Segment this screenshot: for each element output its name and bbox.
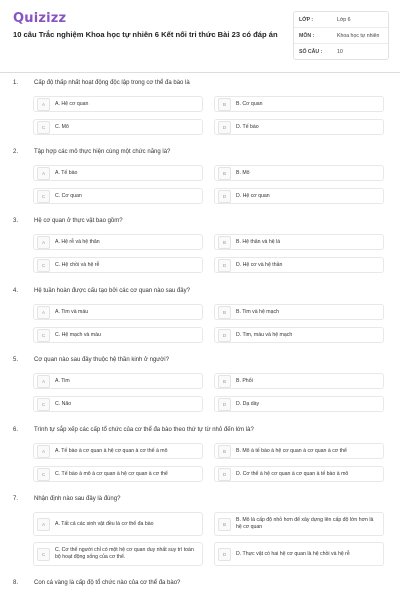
meta-key: LỚP : <box>299 16 314 23</box>
option-letter: C <box>37 548 50 561</box>
question-number: 2. <box>13 149 19 155</box>
option-letter: B <box>218 98 231 111</box>
option-letter: C <box>37 121 50 134</box>
option-letter: B <box>218 375 231 388</box>
option-d[interactable] <box>214 188 384 204</box>
option-letter: C <box>37 468 50 481</box>
question-number: 7. <box>13 496 19 502</box>
option-letter: C <box>37 398 50 411</box>
option-a[interactable] <box>33 165 203 181</box>
meta-row-subject <box>294 28 388 44</box>
question-text: Con cá vàng là cấp độ tổ chức nào của cơ thể đa bào? <box>34 580 181 586</box>
option-a[interactable] <box>33 512 203 536</box>
option-letter: A <box>37 98 50 111</box>
question-text: Cấp độ thấp nhất hoạt động độc lập trong cơ thể đa bào là <box>34 80 190 86</box>
option-text: B. Mô là cấp độ nhỏ hơn để xây dựng lên cấp độ lớn hơn là hệ cơ quan <box>236 517 374 530</box>
option-text: C. Tế bào à mô à cơ quan à hệ cơ quan à cơ thể <box>55 470 168 477</box>
option-d[interactable] <box>214 542 384 566</box>
quizizz-logo: Quizizz <box>13 11 67 26</box>
meta-value: Lớp 6 <box>337 16 351 23</box>
option-letter: A <box>37 375 50 388</box>
meta-value: 10 <box>337 48 343 55</box>
option-text: A. Tế bào à cơ quan à hệ cơ quan à cơ thể à mô <box>55 447 168 454</box>
option-letter: D <box>218 121 231 134</box>
question-text: Hệ tuần hoàn được cấu tạo bởi các cơ quan nào sau đây? <box>34 288 190 294</box>
worksheet-title: 10 câu Trắc nghiệm Khoa học tự nhiên 6 Kết nối tri thức Bài 23 có đáp án <box>13 30 278 39</box>
option-letter: B <box>218 236 231 249</box>
question-text: Trình tự sắp xếp các cấp tổ chức của cơ thể đa bào theo thứ tự từ nhỏ đến lớn là? <box>34 427 254 433</box>
option-text: C. Cơ quan <box>55 192 82 199</box>
option-a[interactable] <box>33 96 203 112</box>
option-text: C. Hệ chồi và hệ rễ <box>55 261 100 268</box>
option-text: B. Hệ thân và hệ lá <box>236 238 281 245</box>
question-number: 3. <box>13 218 19 224</box>
meta-key: MÔN : <box>299 32 315 39</box>
option-text: A. Tim và máu <box>55 308 89 315</box>
option-c[interactable] <box>33 327 203 343</box>
option-letter: D <box>218 548 231 561</box>
option-letter: D <box>218 329 231 342</box>
option-letter: D <box>218 398 231 411</box>
option-c[interactable] <box>33 119 203 135</box>
option-c[interactable] <box>33 257 203 273</box>
question-text: Hệ cơ quan ở thực vật bao gồm? <box>34 218 123 224</box>
option-d[interactable] <box>214 396 384 412</box>
option-text: B. Mô <box>236 169 250 176</box>
worksheet-meta-box <box>293 11 389 60</box>
option-letter: C <box>37 259 50 272</box>
option-c[interactable] <box>33 466 203 482</box>
option-b[interactable] <box>214 373 384 389</box>
option-text: A. Hệ rễ và hệ thân <box>55 238 100 245</box>
option-letter: D <box>218 190 231 203</box>
option-b[interactable] <box>214 304 384 320</box>
meta-row-count <box>294 44 388 59</box>
option-a[interactable] <box>33 234 203 250</box>
option-letter: A <box>37 518 50 531</box>
question-text: Cơ quan nào sau đây thuộc hệ thần kinh ở người? <box>34 357 169 363</box>
option-d[interactable] <box>214 257 384 273</box>
option-text: D. Tim, máu và hệ mạch <box>236 331 293 338</box>
option-d[interactable] <box>214 327 384 343</box>
option-text: B. Phổi <box>236 377 253 384</box>
option-text: A. Tim <box>55 377 70 384</box>
option-letter: B <box>218 167 231 180</box>
option-text: C. Não <box>55 400 72 407</box>
option-text: C. Hệ mạch và máu <box>55 331 101 338</box>
question-text: Tập hợp các mô thực hiện cùng một chức năng là? <box>34 149 171 155</box>
option-a[interactable] <box>33 443 203 459</box>
option-d[interactable] <box>214 466 384 482</box>
option-letter: C <box>37 190 50 203</box>
question-number: 5. <box>13 357 19 363</box>
option-text: C. Cơ thể người chỉ có một hệ cơ quan duy nhất suy trì toàn bộ hoạt động sống của cơ thể. <box>55 547 194 560</box>
option-text: D. Tế bào <box>236 123 259 130</box>
meta-value: Khoa học tự nhiên <box>337 32 380 39</box>
meta-row-grade <box>294 12 388 28</box>
meta-key: SỐ CÂU : <box>299 48 323 55</box>
option-c[interactable] <box>33 542 203 566</box>
option-c[interactable] <box>33 188 203 204</box>
option-text: D. Cơ thể à hệ cơ quan à cơ quan à tế bào à mô <box>236 470 349 477</box>
option-b[interactable] <box>214 165 384 181</box>
option-b[interactable] <box>214 234 384 250</box>
option-letter: A <box>37 236 50 249</box>
option-text: A. Tất cả các sinh vật đều là cơ thể đa bào <box>55 520 154 527</box>
option-letter: C <box>37 329 50 342</box>
option-d[interactable] <box>214 119 384 135</box>
question-number: 1. <box>13 80 19 86</box>
option-letter: B <box>218 306 231 319</box>
option-text: A. Hệ cơ quan <box>55 100 89 107</box>
option-letter: A <box>37 306 50 319</box>
option-b[interactable] <box>214 96 384 112</box>
option-b[interactable] <box>214 443 384 459</box>
option-text: A. Tế bào <box>55 169 78 176</box>
option-letter: B <box>218 445 231 458</box>
option-letter: D <box>218 259 231 272</box>
option-text: B. Mô à tế bào à hệ cơ quan à cơ quan à cơ thể <box>236 447 347 454</box>
option-text: D. Hệ cơ quan <box>236 192 270 199</box>
question-number: 4. <box>13 288 19 294</box>
option-text: C. Mô <box>55 123 69 130</box>
option-letter: D <box>218 468 231 481</box>
option-a[interactable] <box>33 304 203 320</box>
option-text: B. Cơ quan <box>236 100 263 107</box>
option-c[interactable] <box>33 396 203 412</box>
option-letter: A <box>37 445 50 458</box>
question-number: 8. <box>13 580 19 586</box>
option-a[interactable] <box>33 373 203 389</box>
option-text: D. Thực vật có hai hệ cơ quan là hệ chồi và hệ rễ <box>236 550 350 557</box>
option-b[interactable] <box>214 512 384 536</box>
worksheet-header <box>0 0 400 73</box>
question-number: 6. <box>13 427 19 433</box>
question-text: Nhận định nào sau đây là đúng? <box>34 496 121 502</box>
option-letter: A <box>37 167 50 180</box>
option-letter: B <box>218 518 231 531</box>
option-text: D. Hệ cơ và hệ thần <box>236 261 283 268</box>
option-text: B. Tim và hệ mạch <box>236 308 279 315</box>
option-text: D. Dạ dày <box>236 400 260 407</box>
